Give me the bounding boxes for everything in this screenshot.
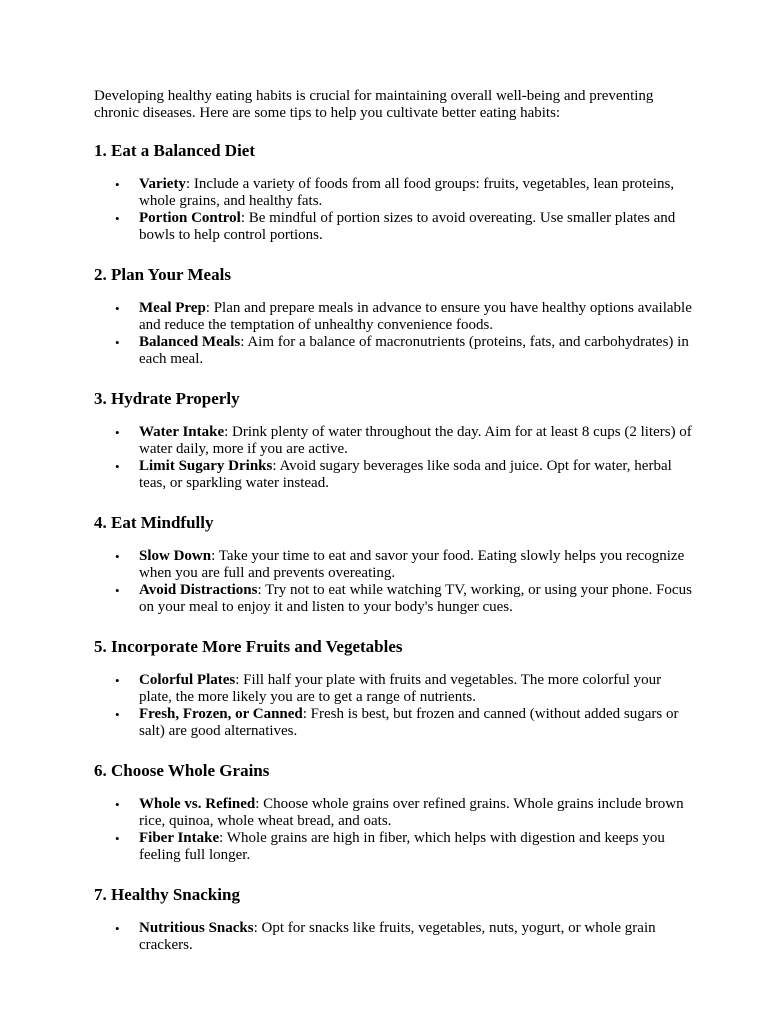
list-item [94, 176, 694, 210]
list-item [94, 672, 694, 706]
list-item [94, 210, 694, 244]
list-item [94, 830, 694, 864]
bullet-icon: • [115, 301, 120, 316]
list-item [94, 334, 694, 368]
section-6 [94, 761, 694, 864]
section-7 [94, 885, 694, 954]
item-term: Variety [139, 176, 186, 192]
bullet-icon: • [115, 707, 120, 722]
list-item [94, 920, 694, 954]
section-1 [94, 141, 694, 244]
section-heading: 3. Hydrate Properly [94, 389, 240, 408]
bullet-list [94, 176, 694, 244]
document-page [94, 88, 694, 975]
bullet-list [94, 796, 694, 864]
section-heading: 4. Eat Mindfully [94, 513, 214, 532]
list-item [94, 582, 694, 616]
item-text: : Be mindful of portion sizes to avoid overeating. Use smaller plates and bowls to help control portions. [139, 210, 676, 243]
item-text: : Aim for a balance of macronutrients (proteins, fats, and carbohydrates) in each meal. [139, 334, 689, 367]
bullet-icon: • [115, 921, 120, 936]
bullet-list [94, 672, 694, 740]
intro-paragraph: Developing healthy eating habits is crucial for maintaining overall well-being and preventing chronic diseases. Here are some tips to help you cultivate better eating habits: [94, 88, 654, 121]
bullet-icon: • [115, 797, 120, 812]
bullet-icon: • [115, 177, 120, 192]
list-item [94, 796, 694, 830]
section-3 [94, 389, 694, 492]
item-term: Meal Prep [139, 300, 206, 316]
item-term: Fresh, Frozen, or Canned [139, 706, 303, 722]
bullet-icon: • [115, 211, 120, 226]
bullet-list [94, 548, 694, 616]
item-text: : Drink plenty of water throughout the day. Aim for at least 8 cups (2 liters) of water daily, more if you are active. [139, 424, 692, 457]
list-item [94, 300, 694, 334]
item-term: Avoid Distractions [139, 582, 258, 598]
list-item [94, 548, 694, 582]
item-text: : Include a variety of foods from all food groups: fruits, vegetables, lean proteins, whole grains, and healthy fats. [139, 176, 675, 209]
item-term: Nutritious Snacks [139, 920, 254, 936]
item-text: : Take your time to eat and savor your food. Eating slowly helps you recognize when you are full and prevents overeating. [139, 548, 685, 581]
item-text: : Fill half your plate with fruits and vegetables. The more colorful your plate, the more likely you are to get a range of nutrients. [139, 672, 662, 705]
bullet-list [94, 300, 694, 368]
item-term: Whole vs. Refined [139, 796, 256, 812]
section-heading: 7. Healthy Snacking [94, 885, 240, 904]
section-4 [94, 513, 694, 616]
bullet-icon: • [115, 831, 120, 846]
item-text: : Choose whole grains over refined grains. Whole grains include brown rice, quinoa, whole wheat bread, and oats. [139, 796, 684, 829]
item-term: Water Intake [139, 424, 225, 440]
bullet-icon: • [115, 583, 120, 598]
section-heading: 6. Choose Whole Grains [94, 761, 270, 780]
bullet-icon: • [115, 549, 120, 564]
section-5 [94, 637, 694, 740]
section-2 [94, 265, 694, 368]
bullet-list [94, 424, 694, 492]
item-text: : Fresh is best, but frozen and canned (without added sugars or salt) are good alternatives. [139, 706, 679, 739]
item-term: Colorful Plates [139, 672, 236, 688]
bullet-icon: • [115, 459, 120, 474]
bullet-icon: • [115, 425, 120, 440]
bullet-icon: • [115, 335, 120, 350]
item-term: Portion Control [139, 210, 241, 226]
list-item [94, 706, 694, 740]
item-text: : Plan and prepare meals in advance to ensure you have healthy options available and reduce the temptation of unhealthy convenience foods. [139, 300, 692, 333]
bullet-list [94, 920, 694, 954]
list-item [94, 424, 694, 458]
item-text: : Avoid sugary beverages like soda and juice. Opt for water, herbal teas, or sparkling water instead. [139, 458, 672, 491]
item-text: : Opt for snacks like fruits, vegetables, nuts, yogurt, or whole grain crackers. [139, 920, 656, 953]
item-term: Fiber Intake [139, 830, 220, 846]
section-heading: 2. Plan Your Meals [94, 265, 231, 284]
item-text: : Try not to eat while watching TV, working, or using your phone. Focus on your meal to enjoy it and listen to your body's hunger cues. [139, 582, 692, 615]
item-text: : Whole grains are high in fiber, which helps with digestion and keeps you feeling full longer. [139, 830, 665, 863]
item-term: Balanced Meals [139, 334, 241, 350]
item-term: Slow Down [139, 548, 212, 564]
section-heading: 1. Eat a Balanced Diet [94, 141, 256, 160]
item-term: Limit Sugary Drinks [139, 458, 273, 474]
bullet-icon: • [115, 673, 120, 688]
list-item [94, 458, 694, 492]
section-heading: 5. Incorporate More Fruits and Vegetables [94, 637, 403, 656]
